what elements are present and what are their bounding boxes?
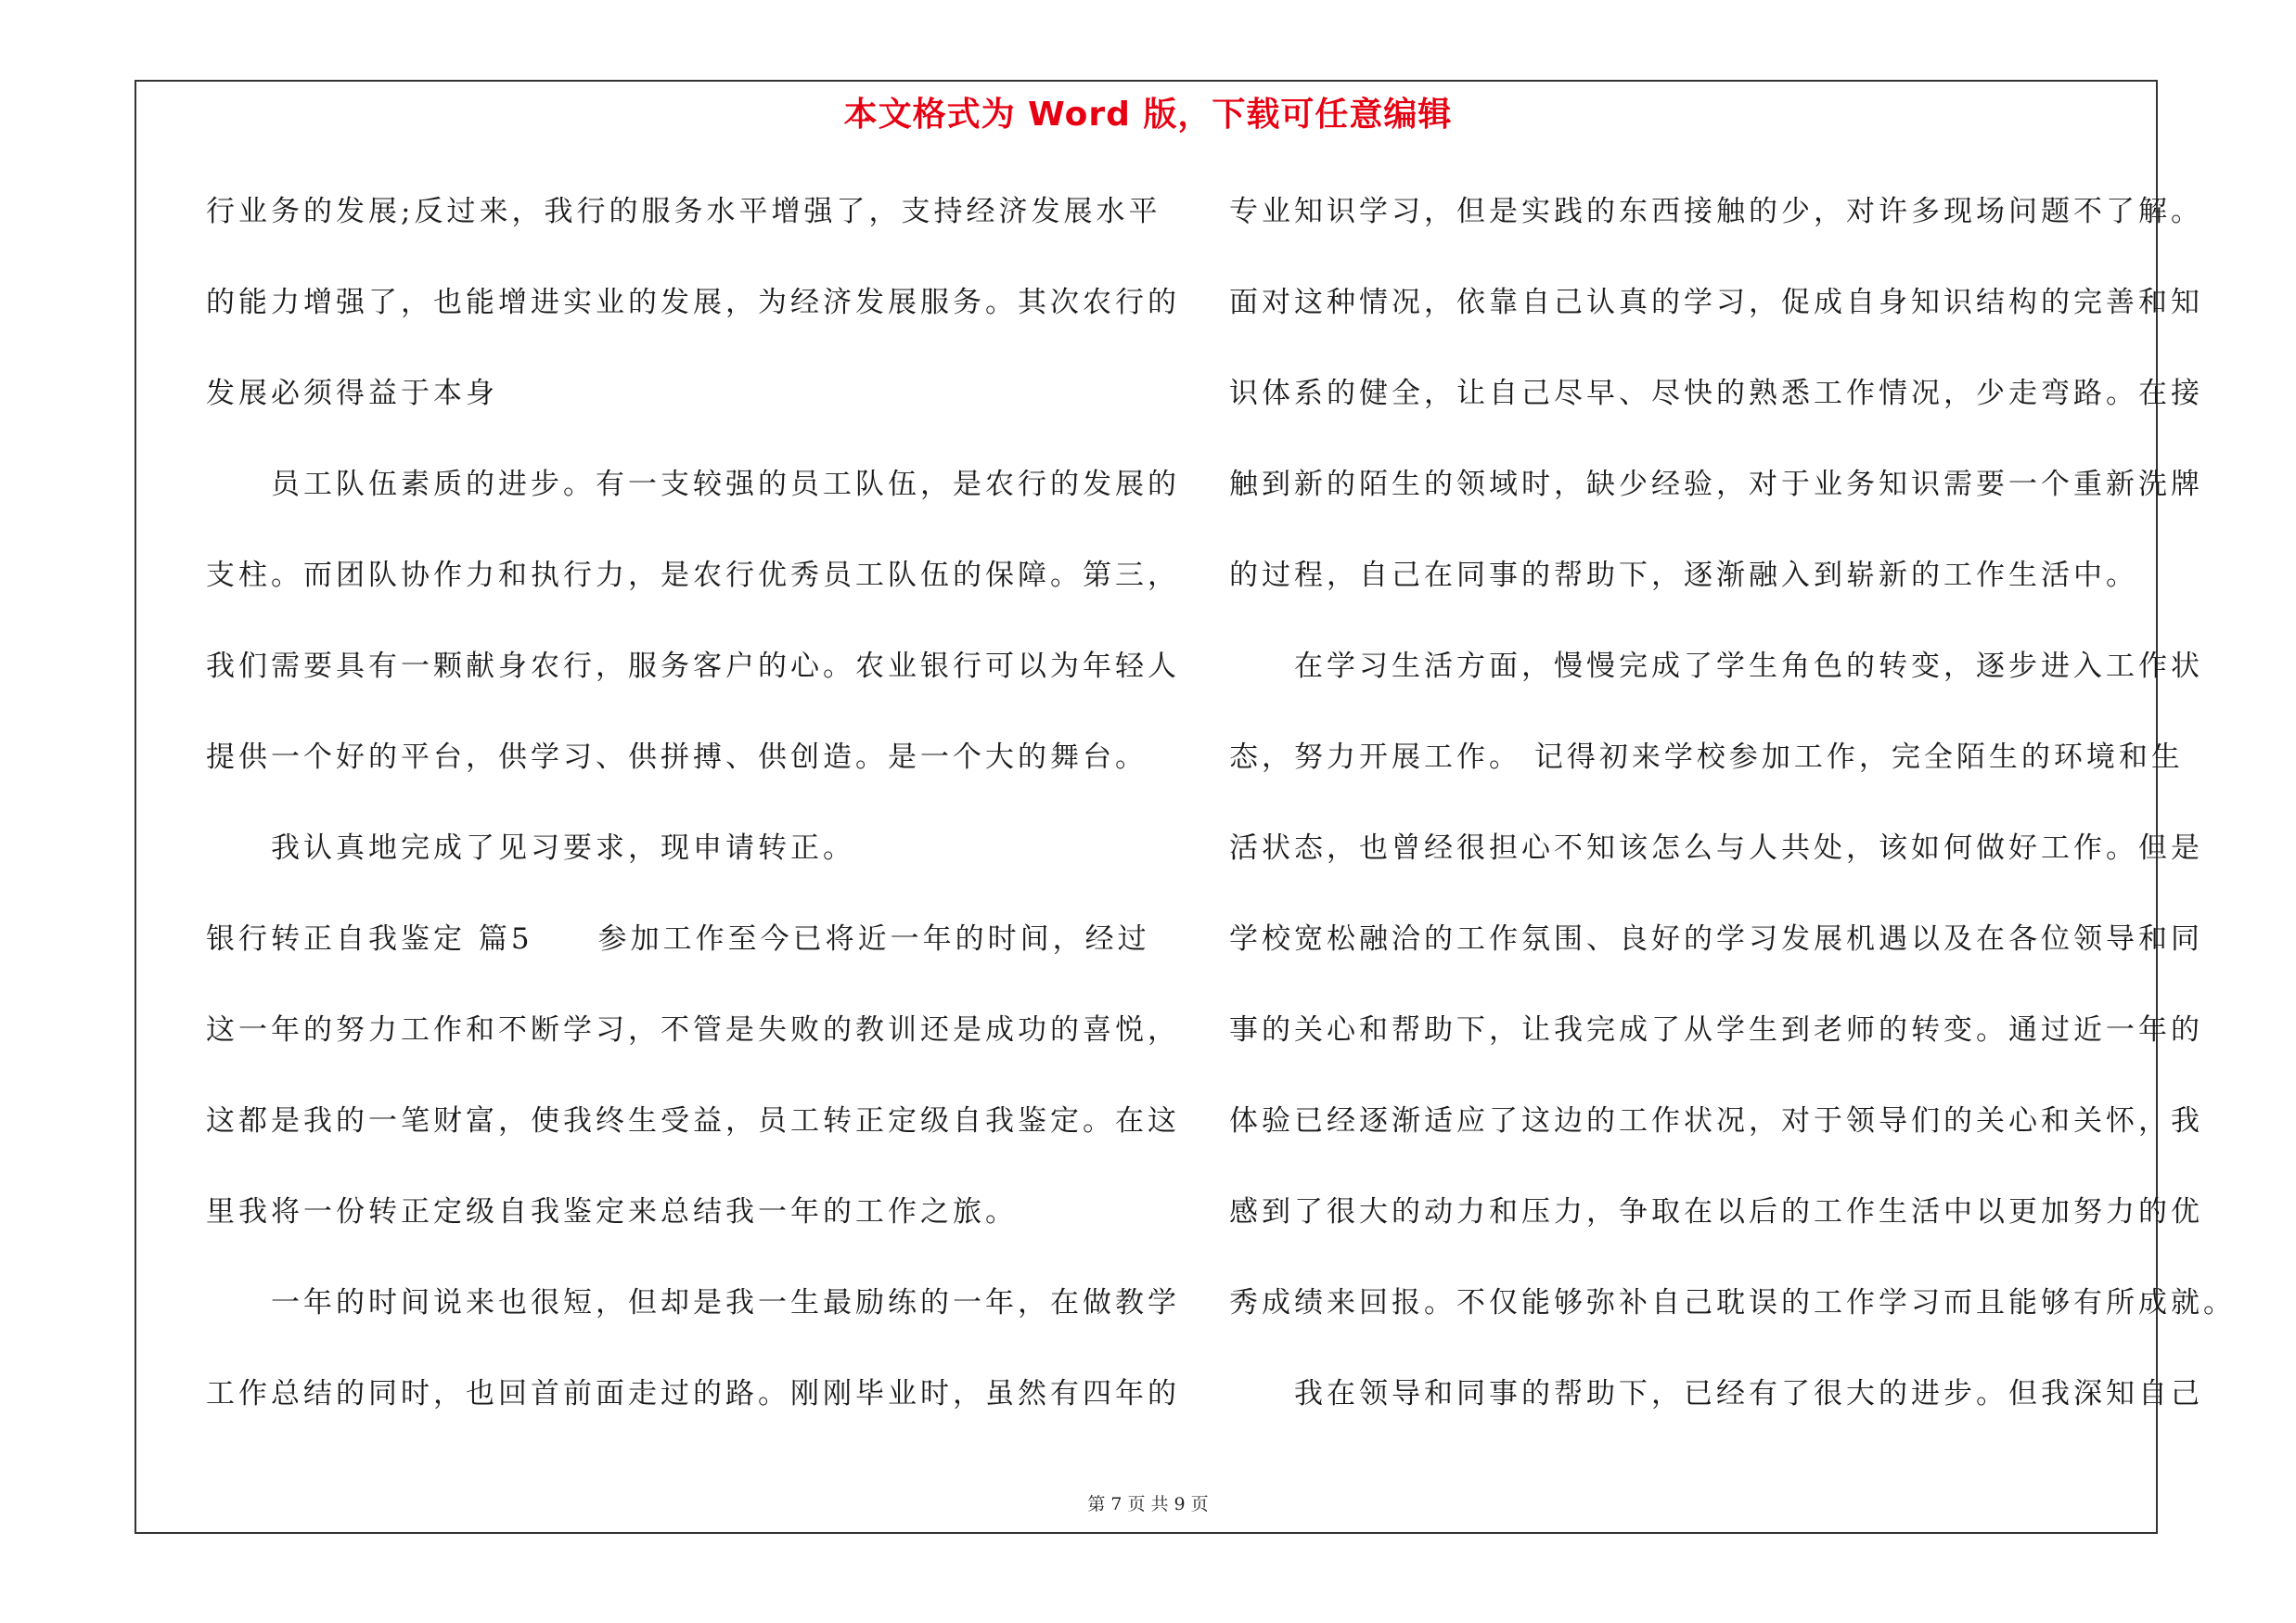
text-line: 支柱。而团队协作力和执行力，是农行优秀员工队伍的保障。第三，: [206, 559, 1180, 592]
text-line: 秀成绩来回报。不仅能够弥补自己耽误的工作学习而且能够有所成就。: [1229, 1286, 2236, 1320]
left-text-column: [206, 184, 1180, 1457]
document-banner: 本文格式为 Word 版，下载可任意编辑: [843, 96, 1453, 134]
text-line: 感到了很大的动力和压力，争取在以后的工作生活中以更加努力的优: [1229, 1195, 2203, 1229]
text-line: 活状态，也曾经很担心不知该怎么与人共处，该如何做好工作。但是: [1229, 831, 2203, 865]
text-line: 工作总结的同时，也回首前面走过的路。刚刚毕业时，虽然有四年的: [206, 1377, 1180, 1410]
text-line: 识体系的健全，让自己尽早、尽快的熟悉工作情况，少走弯路。在接: [1229, 377, 2203, 410]
text-line: 这都是我的一笔财富，使我终生受益，员工转正定级自我鉴定。在这: [206, 1104, 1180, 1138]
text-line: 触到新的陌生的领域时，缺少经验，对于业务知识需要一个重新洗牌: [1229, 468, 2203, 501]
text-line: 的过程，自己在同事的帮助下，逐渐融入到崭新的工作生活中。: [1229, 559, 2138, 592]
text-line: 里我将一份转正定级自我鉴定来总结我一年的工作之旅。: [206, 1195, 1018, 1229]
right-text-column: [1229, 184, 2236, 1457]
text-line: 这一年的努力工作和不断学习，不管是失败的教训还是成功的喜悦，: [206, 1013, 1180, 1047]
text-line: 事的关心和帮助下，让我完成了从学生到老师的转变。通过近一年的: [1229, 1013, 2203, 1047]
text-line: 我们需要具有一颗献身农行，服务客户的心。农业银行可以为年轻人: [206, 650, 1180, 683]
text-line: 发展必须得益于本身: [206, 377, 498, 410]
text-line: 态，努力开展工作。 记得初来学校参加工作，完全陌生的环境和生: [1229, 741, 2184, 774]
text-line: 学校宽松融洽的工作氛围、良好的学习发展机遇以及在各位领导和同: [1229, 922, 2203, 956]
text-line: 我在领导和同事的帮助下，已经有了很大的进步。但我深知自己: [1229, 1377, 2203, 1410]
text-line: 一年的时间说来也很短，但却是我一生最励练的一年，在做教学: [206, 1286, 1180, 1320]
text-line: 我认真地完成了见习要求，现申请转正。: [206, 831, 855, 865]
text-line: 员工队伍素质的进步。有一支较强的员工队伍，是农行的发展的: [206, 468, 1180, 501]
text-line: 在学习生活方面，慢慢完成了学生角色的转变，逐步进入工作状: [1229, 650, 2203, 683]
text-line: 行业务的发展;反过来，我行的服务水平增强了，支持经济发展水平: [206, 195, 1161, 228]
text-line: 的能力增强了，也能增进实业的发展，为经济发展服务。其次农行的: [206, 286, 1180, 319]
page-number: 第 7 页 共 9 页: [1087, 1494, 1209, 1514]
text-line: 专业知识学习，但是实践的东西接触的少，对许多现场问题不了解。: [1229, 195, 2203, 228]
text-line: 提供一个好的平台，供学习、供拼搏、供创造。是一个大的舞台。: [206, 741, 1148, 774]
text-line: 面对这种情况，依靠自己认真的学习，促成自身知识结构的完善和知: [1229, 286, 2203, 319]
section-heading-line: 银行转正自我鉴定 篇5 参加工作至今已将近一年的时间，经过: [206, 922, 1150, 956]
text-line: 体验已经逐渐适应了这边的工作状况，对于领导们的关心和关怀，我: [1229, 1104, 2203, 1138]
